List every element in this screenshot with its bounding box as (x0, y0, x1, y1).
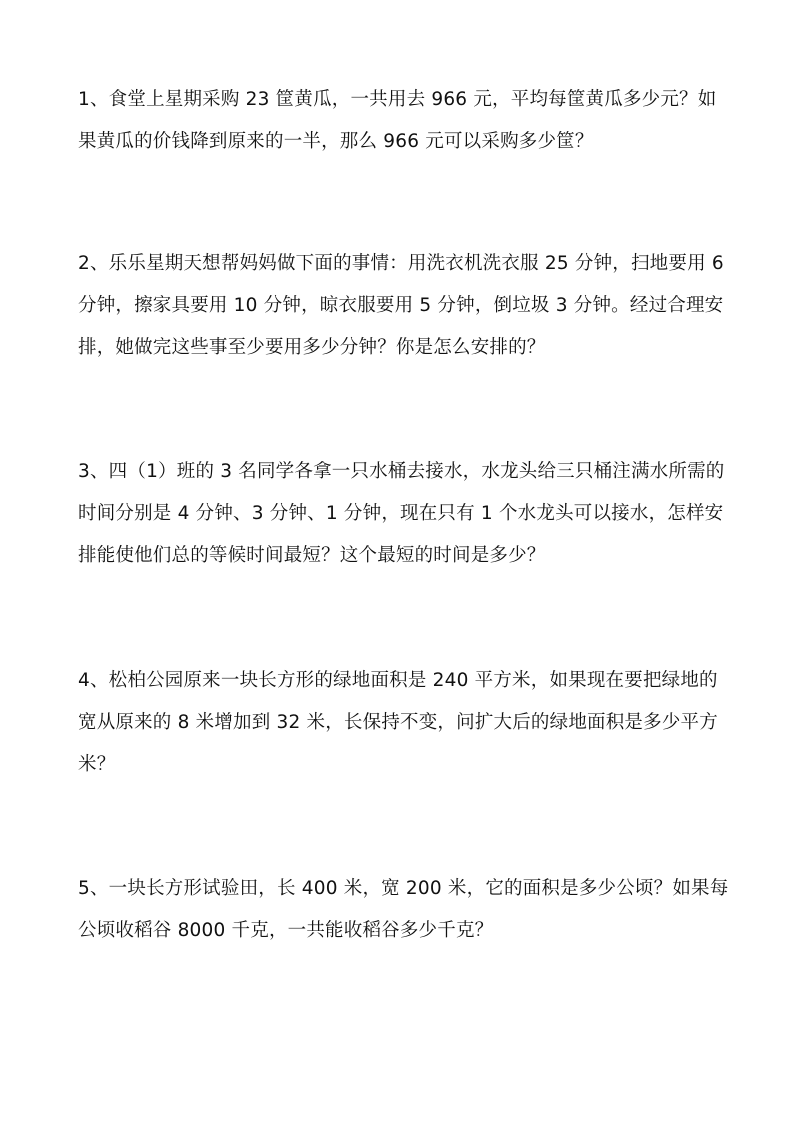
problem-2 (78, 243, 724, 369)
problem-4-line-3: 米？ (78, 754, 116, 775)
problem-5-line-2: 公顷收稻谷 8000 千克，一共能收稻谷多少千克？ (78, 920, 494, 941)
problem-3-line-2: 时间分别是 4 分钟、3 分钟、1 分钟，现在只有 1 个水龙头可以接水，怎样安 (78, 503, 724, 524)
problem-1-line-1: 1、食堂上星期采购 23 筐黄瓜，一共用去 966 元，平均每筐黄瓜多少元？如 (78, 89, 717, 110)
problem-2-line-3: 排，她做完这些事至少要用多少分钟？你是怎么安排的？ (78, 337, 546, 358)
problem-4-line-2: 宽从原来的 8 米增加到 32 米，长保持不变，问扩大后的绿地面积是多少平方 (78, 712, 718, 733)
problem-5 (78, 868, 729, 952)
problem-3-line-1: 3、四（1）班的 3 名同学各拿一只水桶去接水，水龙头给三只桶注满水所需的 (78, 461, 725, 482)
problem-1 (78, 79, 718, 163)
problem-2-line-2: 分钟，擦家具要用 10 分钟，晾衣服要用 5 分钟，倒垃圾 3 分钟。经过合理安 (78, 295, 724, 316)
problem-4-line-1: 4、松柏公园原来一块长方形的绿地面积是 240 平方米，如果现在要把绿地的 (78, 670, 718, 691)
problem-3-line-3: 排能使他们总的等候时间最短？这个最短的时间是多少？ (78, 545, 546, 566)
problem-3 (78, 451, 725, 577)
problem-5-line-1: 5、一块长方形试验田，长 400 米，宽 200 米，它的面积是多少公顷？如果每 (78, 878, 729, 899)
problem-4 (78, 660, 718, 786)
problem-1-line-2: 果黄瓜的价钱降到原来的一半，那么 966 元可以采购多少筐？ (78, 131, 594, 152)
problem-2-line-1: 2、乐乐星期天想帮妈妈做下面的事情：用洗衣机洗衣服 25 分钟，扫地要用 6 (78, 253, 724, 274)
